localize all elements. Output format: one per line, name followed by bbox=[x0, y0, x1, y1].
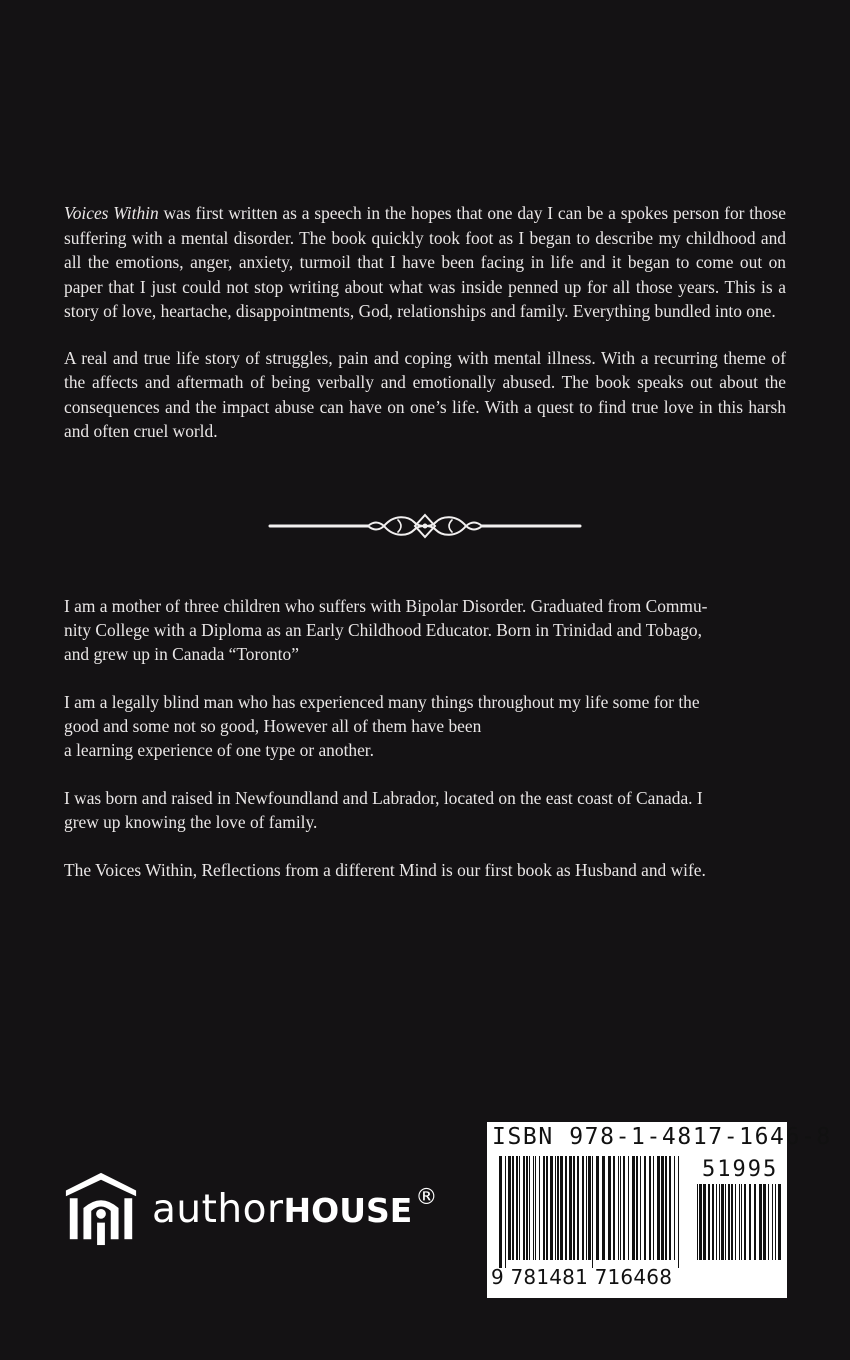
bio-line: I am a legally blind man who has experienced many things throughout my life some for the bbox=[64, 692, 700, 712]
description-paragraph-1 bbox=[64, 201, 786, 324]
barcode-bar bbox=[608, 1156, 611, 1260]
description-paragraph-1-text: was first written as a speech in the hopes that one day I can be a spokes person for those suffering with a mental disorder. The book quickly took foot as I began to describe my childhood and all the emotions, anger, anxiety, turmoil that I have been facing in life and it began to come out on paper that I just could not stop writing about what was inside penned up for all those years. This is a story of love, heartache, disappointments, God, relationships and family. Everything bundled into one. bbox=[64, 203, 787, 321]
barcode-bar bbox=[665, 1156, 667, 1260]
barcode-bar bbox=[577, 1156, 579, 1260]
barcode-bar bbox=[763, 1184, 766, 1260]
barcode-bar bbox=[768, 1184, 769, 1260]
barcode-bar bbox=[735, 1184, 736, 1260]
barcode-bar bbox=[623, 1156, 625, 1260]
description-paragraph-2: A real and true life story of struggles, pain and coping with mental illness. With a recurring theme of the affects and aftermath of being verbally and emotionally abused. The book speaks out about the consequences and the impact abuse can have on one’s life. With a quest to find true love in this harsh and often cruel world. bbox=[64, 347, 786, 441]
barcode-bar bbox=[661, 1156, 664, 1260]
ean-barcode-bars bbox=[499, 1156, 683, 1268]
barcode-bar bbox=[519, 1156, 520, 1260]
barcode-bar bbox=[592, 1156, 593, 1268]
barcode-bar bbox=[565, 1156, 567, 1260]
barcode-bar bbox=[628, 1156, 629, 1260]
bio-line: grew up knowing the love of family. bbox=[64, 812, 318, 832]
barcode-bar bbox=[636, 1156, 638, 1260]
bio-line: I was born and raised in Newfoundland and Labrador, located on the east coast of Canada. I bbox=[64, 788, 703, 808]
barcode-bar bbox=[560, 1156, 563, 1260]
price-addon-bars bbox=[697, 1184, 783, 1268]
barcode-bar bbox=[539, 1156, 540, 1260]
barcode-bar bbox=[533, 1156, 534, 1260]
barcode-bar bbox=[555, 1156, 556, 1260]
barcode-bar bbox=[657, 1156, 660, 1260]
barcode-bar bbox=[759, 1184, 762, 1260]
bio-line: nity College with a Diploma as an Early Childhood Educator. Born in Trinidad and Tobago, bbox=[64, 620, 702, 640]
barcode-bar bbox=[632, 1156, 635, 1260]
authorhouse-building-icon bbox=[62, 1169, 140, 1247]
barcode-bar bbox=[602, 1156, 605, 1260]
barcode-bar bbox=[725, 1184, 726, 1260]
registered-mark: ® bbox=[415, 1184, 438, 1210]
barcode-bar bbox=[728, 1184, 730, 1260]
barcode-bar bbox=[778, 1184, 781, 1260]
barcode-bar bbox=[640, 1156, 641, 1260]
barcode-bar bbox=[529, 1156, 530, 1260]
barcode-bar bbox=[535, 1156, 536, 1260]
barcode-bar bbox=[741, 1184, 742, 1260]
barcode-bar bbox=[543, 1156, 545, 1260]
barcode-bar bbox=[546, 1156, 548, 1260]
ornamental-divider bbox=[268, 509, 582, 543]
isbn-label: ISBN 978-1-4817-1646-8 bbox=[492, 1124, 832, 1150]
barcode-bar bbox=[618, 1156, 619, 1260]
barcode-bar bbox=[754, 1184, 756, 1260]
barcode-bar bbox=[719, 1184, 720, 1260]
ean-digits: 9 781481 716468 bbox=[491, 1265, 673, 1289]
barcode-bar bbox=[499, 1156, 502, 1268]
barcode-bar bbox=[653, 1156, 654, 1260]
barcode-bar bbox=[620, 1156, 621, 1260]
barcode-bar bbox=[512, 1156, 514, 1260]
price-code: 51995 bbox=[702, 1157, 779, 1182]
barcode-bar bbox=[573, 1156, 575, 1260]
barcode-bar bbox=[505, 1156, 506, 1268]
barcode-bar bbox=[669, 1156, 671, 1260]
barcode-bar bbox=[699, 1184, 702, 1260]
barcode-bar bbox=[721, 1184, 724, 1260]
barcode-bar bbox=[739, 1184, 740, 1260]
barcode-bar bbox=[716, 1184, 717, 1260]
barcode-bar bbox=[749, 1184, 751, 1260]
bio-paragraph-4: The Voices Within, Reflections from a different Mind is our first book as Husband and wife. bbox=[64, 860, 706, 880]
publisher-name-lower: author bbox=[152, 1186, 284, 1232]
barcode-bar bbox=[516, 1156, 518, 1260]
bio-paragraph-3 bbox=[64, 786, 786, 834]
barcode-bar bbox=[526, 1156, 528, 1260]
author-bio bbox=[64, 594, 786, 906]
publisher-wordmark bbox=[152, 1185, 438, 1232]
barcode-bar bbox=[569, 1156, 572, 1260]
barcode-bar bbox=[712, 1184, 714, 1260]
barcode-bar bbox=[775, 1184, 776, 1260]
barcode-bar bbox=[550, 1156, 553, 1260]
barcode-bar bbox=[744, 1184, 746, 1260]
barcode-bar bbox=[731, 1184, 733, 1260]
barcode-bar bbox=[508, 1156, 511, 1260]
bio-line: I am a mother of three children who suffers with Bipolar Disorder. Graduated from Commu- bbox=[64, 596, 708, 616]
barcode-bar bbox=[772, 1184, 773, 1260]
publisher-name-upper: HOUSE bbox=[283, 1190, 413, 1230]
barcode-bar bbox=[708, 1184, 710, 1260]
bio-paragraph-2 bbox=[64, 690, 786, 762]
barcode-bar bbox=[557, 1156, 559, 1260]
barcode-bar bbox=[588, 1156, 591, 1260]
publisher-logo bbox=[62, 1168, 462, 1248]
barcode-bar bbox=[613, 1156, 615, 1260]
isbn-barcode bbox=[487, 1122, 832, 1298]
barcode-bar bbox=[582, 1156, 584, 1260]
barcode-bar bbox=[697, 1184, 698, 1260]
barcode-bar bbox=[703, 1184, 706, 1260]
barcode-bar bbox=[649, 1156, 651, 1260]
barcode-bar bbox=[678, 1156, 679, 1268]
barcode-bar bbox=[586, 1156, 587, 1260]
bio-line: a learning experience of one type or another. bbox=[64, 740, 374, 760]
book-description bbox=[64, 201, 786, 444]
book-title-italic: Voices Within bbox=[64, 203, 159, 223]
bio-line: and grew up in Canada “Toronto” bbox=[64, 644, 299, 664]
barcode-bar bbox=[674, 1156, 675, 1260]
barcode-bar bbox=[644, 1156, 646, 1260]
bio-line: good and some not so good, However all of them have been bbox=[64, 716, 482, 736]
barcode-bar bbox=[596, 1156, 599, 1260]
barcode-bar bbox=[523, 1156, 525, 1260]
bio-paragraph-1 bbox=[64, 594, 786, 666]
